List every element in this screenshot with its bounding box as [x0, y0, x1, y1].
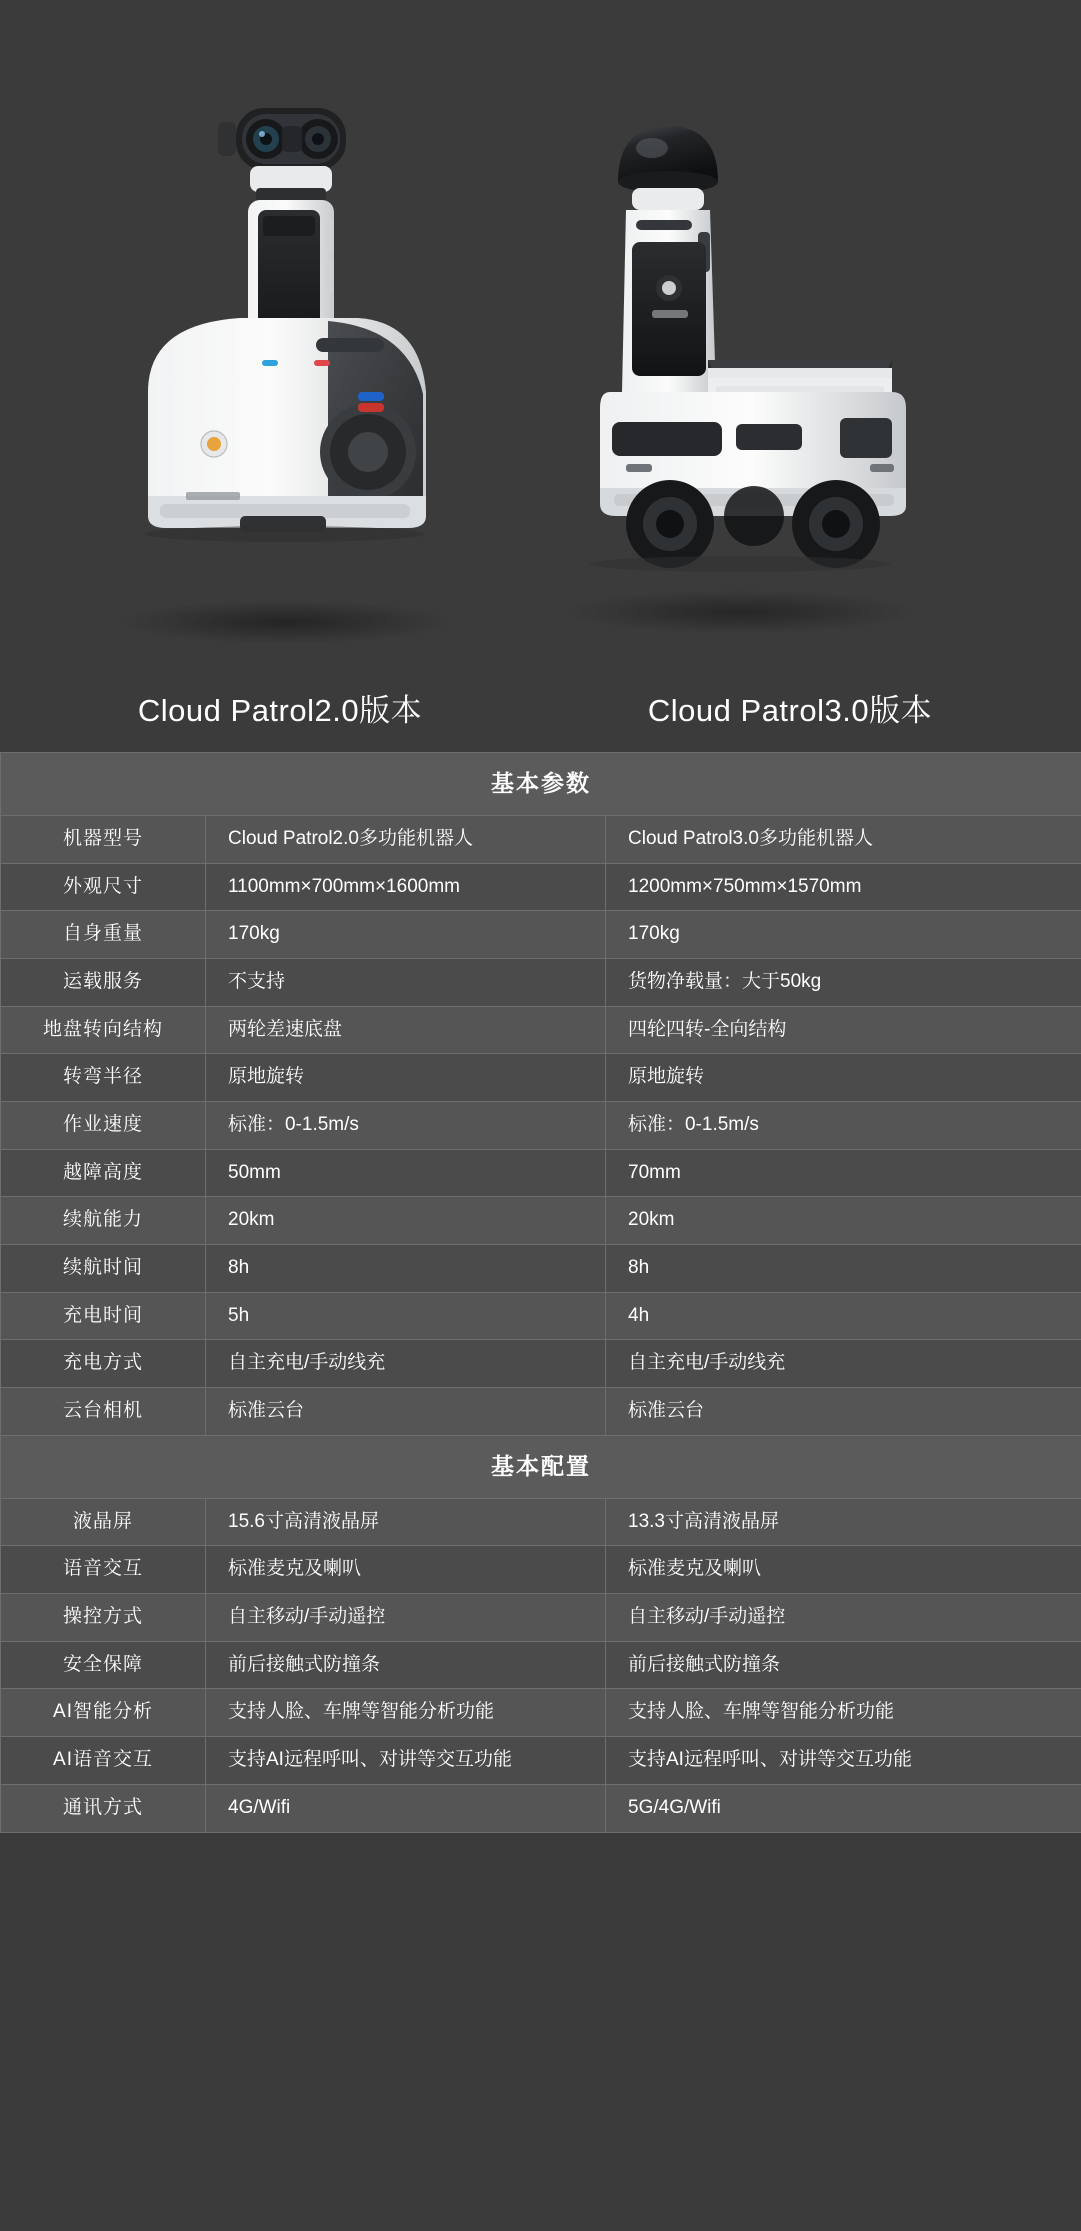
- row-value-v3: 170kg: [606, 911, 1081, 959]
- row-label: 充电时间: [1, 1292, 206, 1340]
- row-label: 充电方式: [1, 1340, 206, 1388]
- table-row: [1, 1498, 1081, 1546]
- section-header-basic-configuration: [1, 1435, 1081, 1498]
- row-value-v3: 标准麦克及喇叭: [606, 1546, 1081, 1594]
- row-value-v2: 自主移动/手动遥控: [206, 1594, 606, 1642]
- row-label: 液晶屏: [1, 1498, 206, 1546]
- row-value-v2: 不支持: [206, 958, 606, 1006]
- row-value-v2: 50mm: [206, 1149, 606, 1197]
- row-value-v3: 70mm: [606, 1149, 1081, 1197]
- specification-table: [0, 752, 1081, 1833]
- table-row: [1, 1197, 1081, 1245]
- table-row: [1, 863, 1081, 911]
- row-value-v2: 支持人脸、车牌等智能分析功能: [206, 1689, 606, 1737]
- row-value-v2: 两轮差速底盘: [206, 1006, 606, 1054]
- row-value-v2: 8h: [206, 1245, 606, 1293]
- row-value-v3: 13.3寸高清液晶屏: [606, 1498, 1081, 1546]
- row-value-v2: 标准云台: [206, 1388, 606, 1436]
- row-value-v2: 自主充电/手动线充: [206, 1340, 606, 1388]
- table-row: [1, 1737, 1081, 1785]
- caption-cloud-patrol-2: Cloud Patrol2.0版本: [137, 693, 423, 728]
- table-row: [1, 1546, 1081, 1594]
- bottom-spacer: [0, 1833, 1081, 1873]
- row-value-v2: 标准麦克及喇叭: [206, 1546, 606, 1594]
- table-row: [1, 815, 1081, 863]
- table-row: [1, 1641, 1081, 1689]
- row-value-v3: 8h: [606, 1245, 1081, 1293]
- table-row: [1, 1102, 1081, 1150]
- row-value-v3: 支持AI远程呼叫、对讲等交互功能: [606, 1737, 1081, 1785]
- row-value-v3: 支持人脸、车牌等智能分析功能: [606, 1689, 1081, 1737]
- row-value-v2: 标准：0-1.5m/s: [206, 1102, 606, 1150]
- table-row: [1, 1594, 1081, 1642]
- robot-image-cloud-patrol-2: [90, 92, 480, 652]
- row-value-v3: 货物净载量：大于50kg: [606, 958, 1081, 1006]
- row-value-v2: 前后接触式防撞条: [206, 1641, 606, 1689]
- section-title: 基本参数: [1, 753, 1081, 816]
- row-label: 作业速度: [1, 1102, 206, 1150]
- row-value-v3: 前后接触式防撞条: [606, 1641, 1081, 1689]
- row-value-v2: 1100mm×700mm×1600mm: [206, 863, 606, 911]
- row-value-v2: 170kg: [206, 911, 606, 959]
- row-value-v3: 标准：0-1.5m/s: [606, 1102, 1081, 1150]
- table-row: [1, 1245, 1081, 1293]
- table-row: [1, 958, 1081, 1006]
- row-label: 通讯方式: [1, 1784, 206, 1832]
- row-label: 机器型号: [1, 815, 206, 863]
- row-value-v2: 15.6寸高清液晶屏: [206, 1498, 606, 1546]
- row-value-v3: Cloud Patrol3.0多功能机器人: [606, 815, 1081, 863]
- row-label: 续航时间: [1, 1245, 206, 1293]
- row-label: 转弯半径: [1, 1054, 206, 1102]
- row-label: 云台相机: [1, 1388, 206, 1436]
- row-label: 安全保障: [1, 1641, 206, 1689]
- row-value-v3: 5G/4G/Wifi: [606, 1784, 1081, 1832]
- row-label: 自身重量: [1, 911, 206, 959]
- robot-image-cloud-patrol-3: [540, 92, 930, 652]
- row-value-v3: 自主充电/手动线充: [606, 1340, 1081, 1388]
- caption-cloud-patrol-3: Cloud Patrol3.0版本: [647, 693, 933, 728]
- row-value-v3: 20km: [606, 1197, 1081, 1245]
- table-row: [1, 1149, 1081, 1197]
- section-header-basic-parameters: [1, 753, 1081, 816]
- row-value-v2: 5h: [206, 1292, 606, 1340]
- row-value-v3: 标准云台: [606, 1388, 1081, 1436]
- section-title: 基本配置: [1, 1435, 1081, 1498]
- table-row: [1, 1054, 1081, 1102]
- row-label: 运载服务: [1, 958, 206, 1006]
- row-value-v3: 4h: [606, 1292, 1081, 1340]
- row-value-v2: 支持AI远程呼叫、对讲等交互功能: [206, 1737, 606, 1785]
- row-value-v3: 自主移动/手动遥控: [606, 1594, 1081, 1642]
- row-label: 语音交互: [1, 1546, 206, 1594]
- row-value-v2: 20km: [206, 1197, 606, 1245]
- table-row: [1, 1292, 1081, 1340]
- row-label: 越障高度: [1, 1149, 206, 1197]
- row-label: 操控方式: [1, 1594, 206, 1642]
- row-value-v3: 原地旋转: [606, 1054, 1081, 1102]
- table-row: [1, 1006, 1081, 1054]
- row-label: 外观尺寸: [1, 863, 206, 911]
- table-row: [1, 1340, 1081, 1388]
- table-row: [1, 1784, 1081, 1832]
- row-value-v3: 四轮四转-全向结构: [606, 1006, 1081, 1054]
- table-row: [1, 911, 1081, 959]
- row-label: 续航能力: [1, 1197, 206, 1245]
- row-value-v2: 原地旋转: [206, 1054, 606, 1102]
- hero-section: [0, 0, 1081, 752]
- row-label: AI语音交互: [1, 1737, 206, 1785]
- table-row: [1, 1388, 1081, 1436]
- row-label: AI智能分析: [1, 1689, 206, 1737]
- row-label: 地盘转向结构: [1, 1006, 206, 1054]
- table-row: [1, 1689, 1081, 1737]
- row-value-v2: 4G/Wifi: [206, 1784, 606, 1832]
- row-value-v2: Cloud Patrol2.0多功能机器人: [206, 815, 606, 863]
- row-value-v3: 1200mm×750mm×1570mm: [606, 863, 1081, 911]
